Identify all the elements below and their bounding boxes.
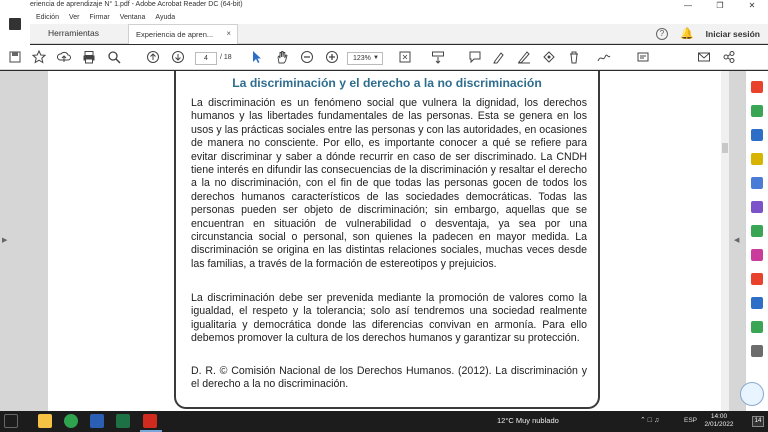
excel-icon[interactable] <box>116 414 130 428</box>
document-viewport[interactable] <box>0 71 745 411</box>
start-button-icon[interactable] <box>4 414 18 428</box>
share-icon[interactable] <box>722 50 736 64</box>
scrollbar-thumb[interactable] <box>722 143 728 153</box>
search-icon[interactable] <box>107 50 121 64</box>
document-heading: La discriminación y el derecho a la no discriminación <box>232 76 542 90</box>
window-controls <box>672 0 768 12</box>
previous-page-icon[interactable] <box>146 50 160 64</box>
tab-document-label: Experiencia de apren... <box>136 30 214 39</box>
menu-edicion[interactable]: Edición <box>36 14 59 21</box>
system-tray-icons[interactable]: ⌃ □ ♫ <box>640 417 660 424</box>
zoom-level-select[interactable] <box>347 52 383 65</box>
pdf-page <box>48 71 726 411</box>
next-page-icon[interactable] <box>171 50 185 64</box>
taskbar <box>0 411 768 432</box>
fit-page-icon[interactable] <box>398 50 412 64</box>
help-icon[interactable]: ? <box>656 28 668 40</box>
window-title: eriencia de aprendizaje N° 1.pdf - Adobe Acrobat Reader DC (64-bit) <box>30 1 243 8</box>
page-number-input[interactable]: 4 <box>195 52 217 65</box>
comment-icon[interactable] <box>468 50 482 64</box>
citation: D. R. © Comisión Nacional de los Derechos Humanos. (2012). La discriminación y el derecho a la no discriminación. <box>191 365 587 391</box>
menu-ver[interactable]: Ver <box>68 14 80 21</box>
paragraph-1: La discriminación es un fenómeno social que vulnera la dignidad, los derechos humanos y las libertades fundamentales de las personas. Esta se genera en los usos y las prácticas sociales entre las personas y con las autoridades, en ocasiones de manera no consciente. Por ello, es importante conocer a qué se refiere para evitar discriminar y saber a dónde recurrir en caso de ser discriminado. La CNDH tiene interés en difundir las consecuencias de la discriminación y resaltar el derecho a la no discriminación, con el fin de que todas las personas gocen de todos los derechos humanos característicos de las sociedades democráticas. Todas las personas pueden ser objeto de discriminación; sin embargo, aquellas que se encuentran en situación de vulnerabilidad o desventaja, ya sea por una circunstancia social o personal, son quienes la padecen en mayor medida. La discriminación se origina en las distintas relaciones sociales, muchas veces desde las familias, a través de la formación de estereotipos y prejuicios. <box>191 97 587 270</box>
menu-firmar[interactable]: Firmar <box>89 14 110 21</box>
right-tools-pane <box>745 71 768 411</box>
menu-ayuda[interactable]: Ayuda <box>155 14 176 21</box>
zoom-in-icon[interactable] <box>325 50 339 64</box>
protect-icon[interactable] <box>751 273 763 285</box>
tab-tools[interactable]: Herramientas <box>48 28 100 38</box>
acrobat-icon[interactable] <box>143 414 157 428</box>
maximize-button[interactable]: ❐ <box>716 1 724 10</box>
hand-tool-icon[interactable] <box>275 50 289 64</box>
email-icon[interactable] <box>697 50 711 64</box>
toolbar <box>0 45 768 70</box>
sign-in-button[interactable]: Iniciar sesión <box>705 28 760 39</box>
paragraph-2: La discriminación debe ser prevenida mediante la promoción de valores como la igualdad, el respeto y la tolerancia; solo así tendremos una sociedad realmente igualitaria y democrática donde las diferencias convivan en armonía. Para ello debemos promover la cultura de los derechos humanos y garantizar su protección. <box>191 292 587 345</box>
organize-pages-icon[interactable] <box>751 201 763 213</box>
minimize-button[interactable]: — <box>684 1 692 10</box>
chrome-icon[interactable] <box>64 414 78 428</box>
scan-icon[interactable] <box>751 321 763 333</box>
tab-bar <box>0 24 768 44</box>
text-box-frame <box>174 71 600 409</box>
scroll-mode-icon[interactable] <box>431 50 445 64</box>
menu-bar <box>0 12 768 24</box>
export-pdf-icon[interactable] <box>751 81 763 93</box>
draw-icon[interactable] <box>517 50 531 64</box>
vertical-scrollbar[interactable] <box>721 71 729 411</box>
word-icon[interactable] <box>90 414 104 428</box>
sign-icon[interactable] <box>597 50 611 64</box>
upload-cloud-icon[interactable] <box>57 50 71 64</box>
delete-icon[interactable] <box>567 50 581 64</box>
fill-sign-icon[interactable] <box>751 249 763 261</box>
comment-tool-icon[interactable] <box>751 153 763 165</box>
clock-date: 2/01/2022 <box>704 421 734 428</box>
combine-files-icon[interactable] <box>751 177 763 189</box>
page-total: / 18 <box>220 54 232 61</box>
close-tab-icon[interactable]: × <box>226 29 231 38</box>
clock[interactable] <box>700 413 738 429</box>
language-indicator[interactable]: ESP <box>684 417 698 424</box>
bell-icon[interactable]: 🔔 <box>679 28 694 40</box>
compress-pdf-icon[interactable] <box>751 225 763 237</box>
select-cursor-icon[interactable] <box>250 50 264 64</box>
title-bar <box>0 0 768 12</box>
print-icon[interactable] <box>82 50 96 64</box>
settings-icon[interactable] <box>751 345 763 357</box>
edit-pdf-icon[interactable] <box>751 129 763 141</box>
zoom-value: 123% <box>353 55 371 62</box>
notification-badge[interactable]: 14 <box>752 416 764 427</box>
menu-ventana[interactable]: Ventana <box>119 14 146 21</box>
zoom-out-icon[interactable] <box>300 50 314 64</box>
tab-document[interactable] <box>128 24 238 44</box>
create-pdf-icon[interactable] <box>751 105 763 117</box>
star-icon[interactable] <box>32 50 46 64</box>
weather-widget[interactable]: 12°C Muy nublado <box>497 416 559 425</box>
highlight-pen-icon[interactable] <box>492 50 506 64</box>
file-explorer-icon[interactable] <box>38 414 52 428</box>
more-tools-icon[interactable] <box>636 50 650 64</box>
stamp-icon[interactable] <box>542 50 556 64</box>
windows-logo-icon <box>740 382 764 406</box>
recording-stop-button[interactable] <box>0 0 30 48</box>
chevron-down-icon: ▼ <box>373 55 379 61</box>
save-icon[interactable] <box>8 50 22 64</box>
close-window-button[interactable]: ✕ <box>748 1 756 10</box>
right-pane-toggle-icon[interactable]: ◀ <box>734 237 740 244</box>
more-tools-pane-icon[interactable] <box>751 297 763 309</box>
clock-time: 14:00 <box>710 413 728 420</box>
stop-icon <box>9 18 21 30</box>
left-pane-toggle-icon[interactable]: ▶ <box>2 237 8 244</box>
